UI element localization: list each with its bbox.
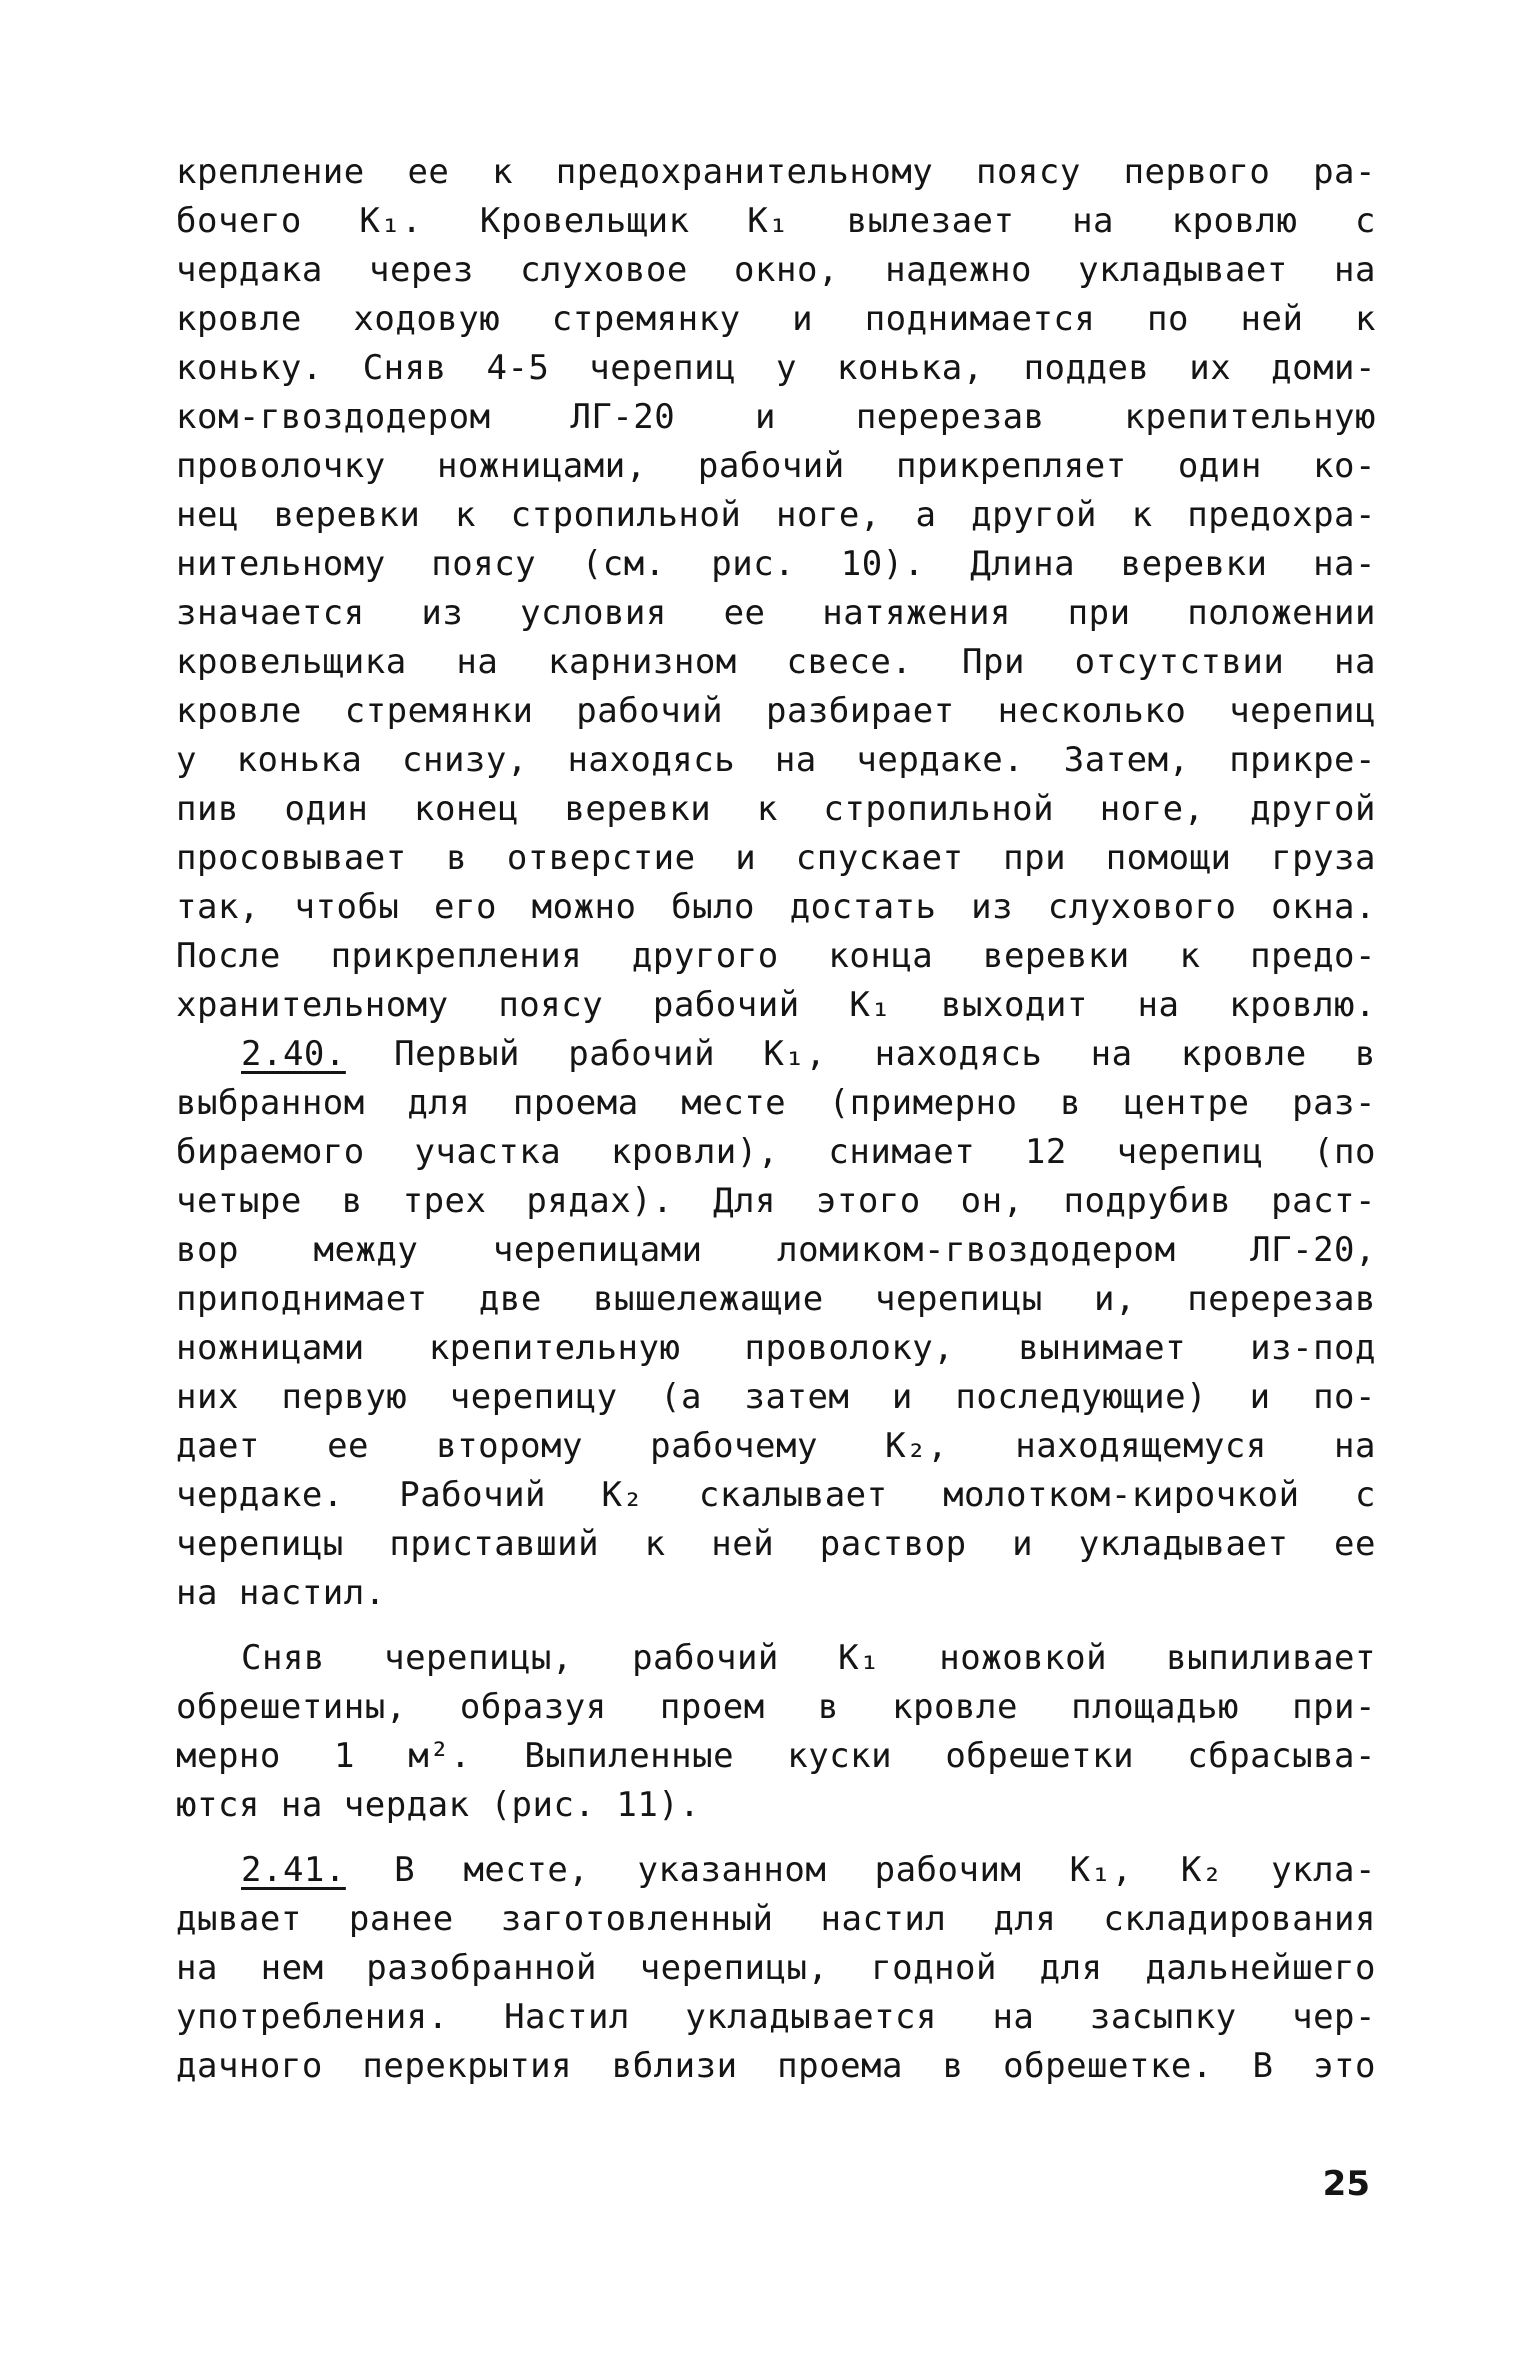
text-line: употребления. Настил укладывается на засыпку чер-: [176, 1997, 1376, 2037]
text-line: чердаке. Рабочий К₂ скалывает молотком-кирочкой с: [176, 1475, 1376, 1515]
text-line: хранительному поясу рабочий К₁ выходит на кровлю.: [176, 985, 1376, 1025]
page-body: [176, 148, 1376, 2091]
text-line: них первую черепицу (а затем и последующие) и по-: [176, 1377, 1376, 1417]
text-line: мерно 1 м². Выпиленные куски обрешетки сбрасыва-: [176, 1736, 1376, 1776]
text-line: дачного перекрытия вблизи проема в обрешетке. В это: [176, 2046, 1376, 2086]
paragraph-3: [176, 1634, 1376, 1830]
text-line: вор между черепицами ломиком-гвоздодером ЛГ-20,: [176, 1230, 1376, 1270]
text-line: кровле стремянки рабочий разбирает несколько черепиц: [176, 691, 1376, 731]
text-line: ком-гвоздодером ЛГ-20 и перерезав крепительную: [176, 397, 1376, 437]
paragraph-2-41: [176, 1846, 1376, 2091]
text-line: бираемого участка кровли), снимает 12 черепиц (по: [176, 1132, 1376, 1172]
text-line: на нем разобранной черепицы, годной для дальнейшего: [176, 1948, 1376, 1988]
text-line: дает ее второму рабочему К₂, находящемуся на: [176, 1426, 1376, 1466]
text-line: [176, 1846, 1376, 1895]
text-line: приподнимает две вышележащие черепицы и, перерезав: [176, 1279, 1376, 1319]
text-line: бочего К₁. Кровельщик К₁ вылезает на кровлю с: [176, 201, 1376, 241]
text-line: Сняв черепицы, рабочий К₁ ножовкой выпиливает: [241, 1638, 1376, 1678]
text-line: чердака через слуховое окно, надежно укладывает на: [176, 250, 1376, 290]
text-line: дывает ранее заготовленный настил для складирования: [176, 1899, 1376, 1939]
text-line: коньку. Сняв 4-5 черепиц у конька, поддев их доми-: [176, 348, 1376, 388]
text-line: крепление ее к предохранительному поясу первого ра-: [176, 152, 1376, 192]
text-line: выбранном для проема месте (примерно в центре раз-: [176, 1083, 1376, 1123]
text-line: обрешетины, образуя проем в кровле площадью при-: [176, 1687, 1376, 1727]
text-line: ножницами крепительную проволоку, вынимает из-под: [176, 1328, 1376, 1368]
text-line: ются на чердак (рис. 11).: [176, 1785, 701, 1825]
section-number: 2.41.: [241, 1850, 346, 1890]
paragraph-1: [176, 148, 1376, 1030]
text-line-rest: Первый рабочий К₁, находясь на кровле в: [345, 1034, 1376, 1074]
text-line: проволочку ножницами, рабочий прикрепляет один ко-: [176, 446, 1376, 486]
section-number: 2.40.: [241, 1034, 346, 1074]
text-line-rest: В месте, указанном рабочим К₁, К₂ укла-: [345, 1850, 1376, 1890]
text-line: на настил.: [176, 1573, 386, 1613]
text-line: кровле ходовую стремянку и поднимается по ней к: [176, 299, 1376, 339]
text-line: нец веревки к стропильной ноге, а другой к предохра-: [176, 495, 1376, 535]
page-number: 25: [1322, 2164, 1370, 2204]
text-line: нительному поясу (см. рис. 10). Длина веревки на-: [176, 544, 1376, 584]
text-line: четыре в трех рядах). Для этого он, подрубив раст-: [176, 1181, 1376, 1221]
text-line: значается из условия ее натяжения при положении: [176, 593, 1376, 633]
text-line: [176, 1030, 1376, 1079]
text-line: так, чтобы его можно было достать из слухового окна.: [176, 887, 1376, 927]
text-line: После прикрепления другого конца веревки к предо-: [176, 936, 1376, 976]
text-line: кровельщика на карнизном свесе. При отсутствии на: [176, 642, 1376, 682]
text-line: черепицы приставший к ней раствор и укладывает ее: [176, 1524, 1376, 1564]
text-line: просовывает в отверстие и спускает при помощи груза: [176, 838, 1376, 878]
text-line: у конька снизу, находясь на чердаке. Затем, прикре-: [176, 740, 1376, 780]
paragraph-2-40: [176, 1030, 1376, 1618]
text-line: пив один конец веревки к стропильной ноге, другой: [176, 789, 1376, 829]
